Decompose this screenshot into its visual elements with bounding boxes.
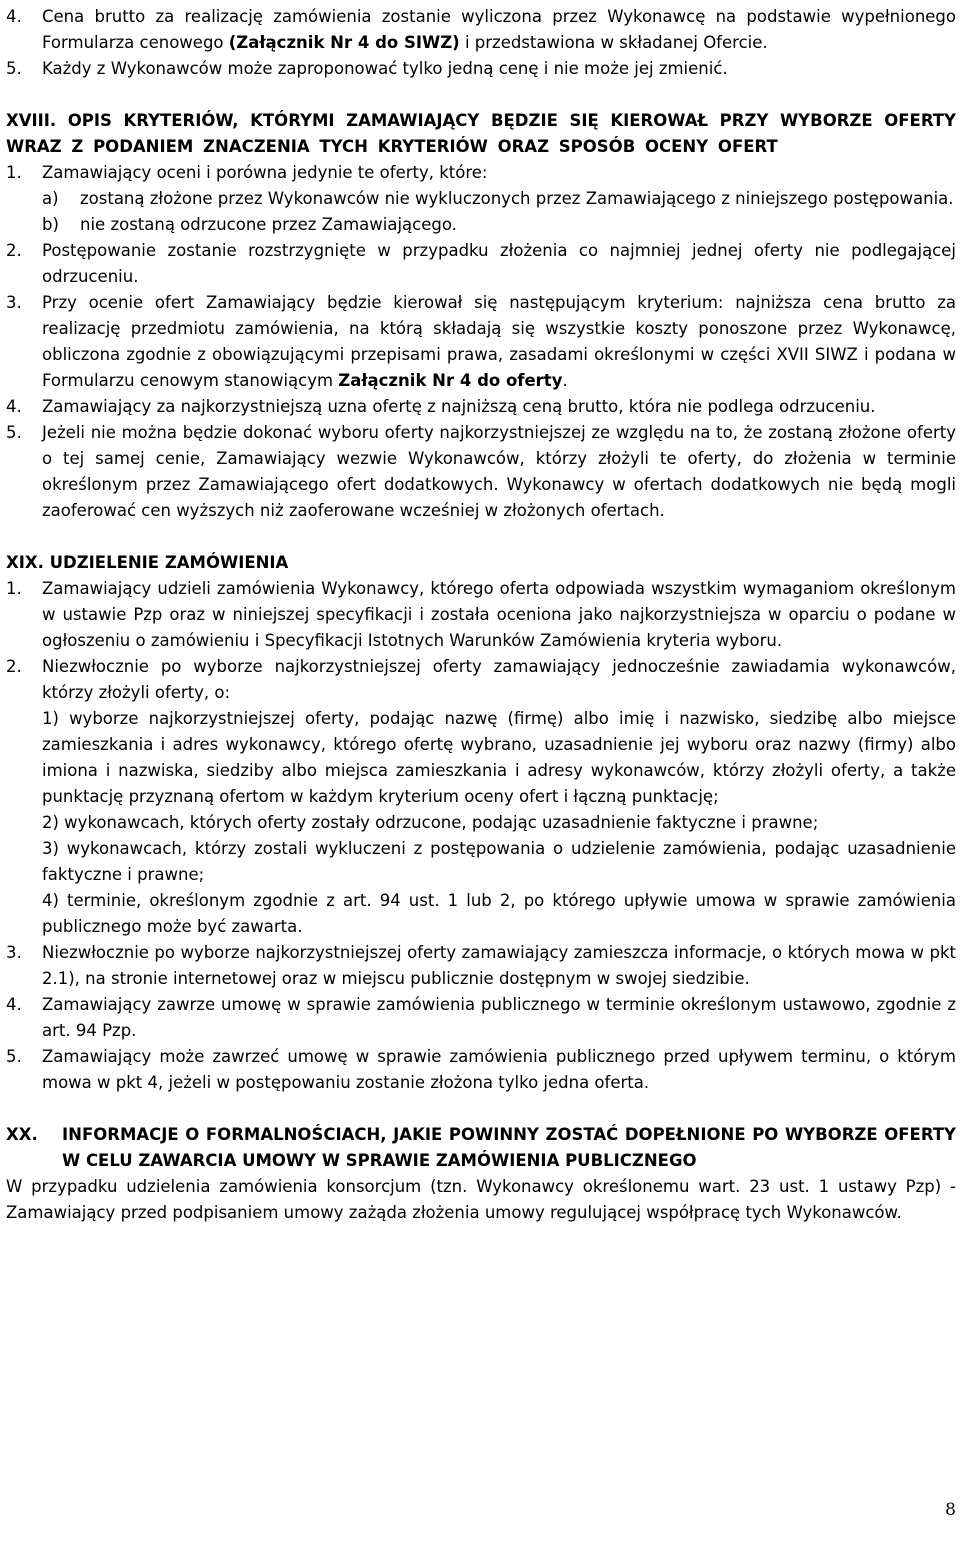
list-item xyxy=(6,654,956,706)
item-text: Zamawiający może zawrzeć umowę w sprawie zamówienia publicznego przed upływem terminu, o którym mowa w pkt 4, jeżeli w postępowaniu zostanie złożona tylko jedna oferta. xyxy=(42,1047,956,1092)
item-number: 4. xyxy=(6,397,22,416)
item-text: Zamawiający zawrze umowę w sprawie zamówienia publicznego w terminie określonym ustawowo, zgodnie z art. 94 Pzp. xyxy=(42,995,956,1040)
spacer xyxy=(6,524,956,550)
section-body: W przypadku udzielenia zamówienia konsorcjum (tzn. Wykonawcy określonemu wart. 23 ust. 1 ustawy Pzp) - Zamawiający przed podpisaniem umowy zażąda złożenia umowy regulującej współpracę tych Wykonawców. xyxy=(6,1177,956,1222)
item-text: Jeżeli nie można będzie dokonać wyboru oferty najkorzystniejszej ze względu na to, że zostaną złożone oferty o tej samej cenie, Zamawiający wezwie Wykonawców, którzy złożyli te oferty, do złożenia w terminie określonym przez Zamawiającego ofert dodatkowych. Wykonawcy w ofertach dodatkowych nie będą mogli zaoferować cen wyższych niż zaoferowane wcześniej w złożonych ofertach. xyxy=(42,423,956,520)
list-item xyxy=(6,420,956,524)
numbered-point: 2) wykonawcach, których oferty zostały odrzucone, podając uzasadnienie faktyczne i prawne; xyxy=(42,813,819,832)
item-number: 2. xyxy=(6,657,22,676)
item-text-part: i przedstawiona w składanej Ofercie. xyxy=(459,33,768,52)
list-item xyxy=(6,4,956,56)
item-number: 5. xyxy=(6,1047,22,1066)
attachment-reference: (Załącznik Nr 4 do SIWZ) xyxy=(228,33,460,52)
list-item xyxy=(6,992,956,1044)
item-text-part: . xyxy=(562,371,568,390)
sub-item xyxy=(6,212,956,238)
section-title: INFORMACJE O FORMALNOŚCIACH, JAKIE POWINNY ZOSTAĆ DOPEŁNIONE PO WYBORZE OFERTY W CELU ZAWARCIA UMOWY W SPRAWIE ZAMÓWIENIA PUBLICZNEGO xyxy=(62,1125,956,1170)
section-heading-xx xyxy=(6,1122,956,1174)
list-item xyxy=(6,238,956,290)
item-text-part: Przy ocenie ofert Zamawiający będzie kierował się następującym kryterium: najniższa cena brutto za realizację przedmiotu zamówienia, na którą składają się wszystkie koszty ponoszone przez Wykonawcę, obliczona zgodnie z obowiązującymi przepisami prawa, zasadami określonymi w części XVII SIWZ i podana w Formularzu cenowym stanowiącym xyxy=(42,293,956,390)
list-item xyxy=(6,56,956,82)
item-text: Zamawiający oceni i porówna jedynie te oferty, które: xyxy=(42,163,488,182)
list-item xyxy=(6,940,956,992)
sub-item-text: zostaną złożone przez Wykonawców nie wykluczonych przez Zamawiającego z niniejszego postępowania. xyxy=(80,189,954,208)
item-number: 3. xyxy=(6,943,22,962)
item-text: Postępowanie zostanie rozstrzygnięte w przypadku złożenia co najmniej jednej oferty nie podlegającej odrzuceniu. xyxy=(42,241,956,286)
item-text: Niezwłocznie po wyborze najkorzystniejszej oferty zamawiający zamieszcza informacje, o których mowa w pkt 2.1), na stronie internetowej oraz w miejscu publicznie dostępnym w swojej siedzibie. xyxy=(42,943,956,988)
item-number: 1. xyxy=(6,579,22,598)
item-text: Każdy z Wykonawców może zaproponować tylko jedną cenę i nie może jej zmienić. xyxy=(42,59,728,78)
list-item xyxy=(6,290,956,394)
sub-item xyxy=(6,186,956,212)
item-number: 5. xyxy=(6,423,22,442)
spacer xyxy=(6,1096,956,1122)
sub-item-letter: b) xyxy=(42,215,59,234)
list-item xyxy=(6,394,956,420)
page-number: 8 xyxy=(945,1500,956,1520)
item-text: Zamawiający udzieli zamówienia Wykonawcy, którego oferta odpowiada wszystkim wymaganiom określonym w ustawie Pzp oraz w niniejszej specyfikacji i została oceniona jako najkorzystniejsza w oparciu o podane w ogłoszeniu o zamówieniu i Specyfikacji Istotnych Warunków Zamówienia kryteria wyboru. xyxy=(42,579,956,650)
section-heading-xix: XIX. UDZIELENIE ZAMÓWIENIA xyxy=(6,553,289,572)
item-text xyxy=(42,4,956,56)
numbered-point: 3) wykonawcach, którzy zostali wykluczeni z postępowania o udzielenie zamówienia, podając uzasadnienie faktyczne i prawne; xyxy=(42,839,956,884)
attachment-reference: Załącznik Nr 4 do oferty xyxy=(338,371,563,390)
list-item xyxy=(6,1044,956,1096)
list-item xyxy=(6,160,956,186)
item-text: Niezwłocznie po wyborze najkorzystniejszej oferty zamawiający jednocześnie zawiadamia wykonawców, którzy złożyli oferty, o: xyxy=(42,657,956,702)
section-number: XX. xyxy=(6,1125,38,1144)
item-text-part: Cena brutto za realizację zamówienia zostanie wyliczona przez Wykonawcę na podstawie wypełnionego Formularza cenowego xyxy=(42,7,956,52)
spacer xyxy=(6,82,956,108)
item-text: Zamawiający za najkorzystniejszą uzna ofertę z najniższą ceną brutto, która nie podlega odrzuceniu. xyxy=(42,397,876,416)
numbered-point: 1) wyborze najkorzystniejszej oferty, podając nazwę (firmę) albo imię i nazwisko, siedzibę albo miejsce zamieszkania i adres wykonawcy, którego ofertę wybrano, uzasadnienie jej wyboru oraz nazwy (firmy) albo imiona i nazwiska, siedziby albo miejsca zamieszkania i adresy wykonawców, którzy złożyli oferty, a także punktację przyznaną ofertom w każdym kryterium oceny ofert i łączną punktację; xyxy=(42,709,956,806)
numbered-point: 4) terminie, określonym zgodnie z art. 94 ust. 1 lub 2, po którego upływie umowa w sprawie zamówienia publicznego może być zawarta. xyxy=(42,891,956,936)
item-number: 1. xyxy=(6,163,22,182)
list-item xyxy=(6,576,956,654)
sub-item-letter: a) xyxy=(42,189,59,208)
item-number: 4. xyxy=(6,7,22,26)
section-heading-xviii: XVIII. OPIS KRYTERIÓW, KTÓRYMI ZAMAWIAJĄCY BĘDZIE SIĘ KIEROWAŁ PRZY WYBORZE OFERTY WRAZ Z PODANIEM ZNACZENIA TYCH KRYTERIÓW ORAZ SPOSÓB OCENY OFERT xyxy=(6,111,956,156)
item-number: 4. xyxy=(6,995,22,1014)
item-number: 2. xyxy=(6,241,22,260)
item-number: 3. xyxy=(6,293,22,312)
item-text xyxy=(42,290,956,394)
item-number: 5. xyxy=(6,59,22,78)
sub-item-text: nie zostaną odrzucone przez Zamawiającego. xyxy=(80,215,457,234)
